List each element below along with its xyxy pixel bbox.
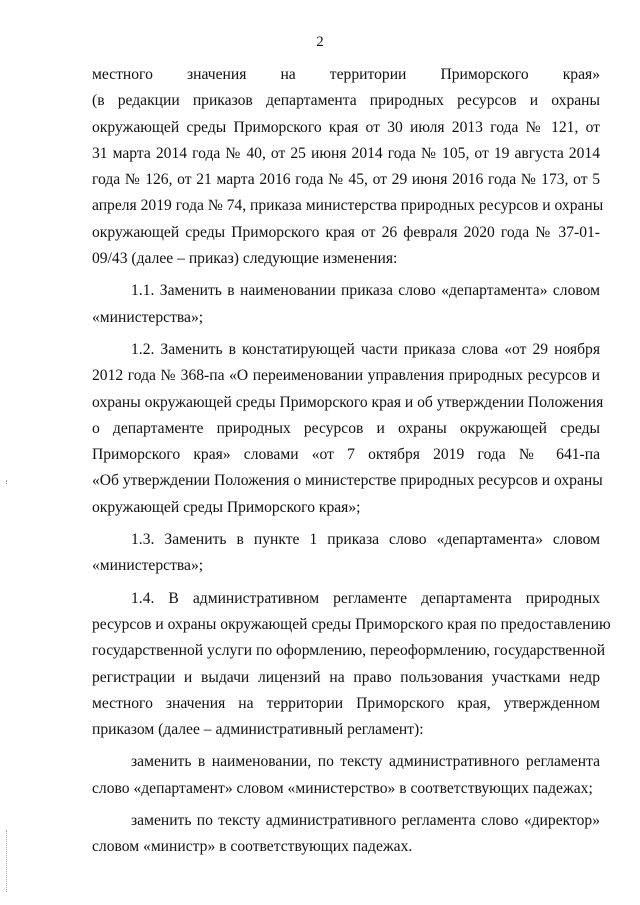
replace-clause-1-line: слово «департамент» словом «министерство» в соответствующих падежах; — [92, 779, 593, 797]
paragraph-1-4-line: местного значения на территории Приморского края, утвержденном — [92, 694, 600, 712]
paragraph-1-1-line: 1.1. Заменить в наименовании приказа слово «департамента» словом — [131, 282, 600, 300]
text-line: окружающей среды Приморского края от 26 февраля 2020 года № 37-01- — [92, 223, 600, 241]
paragraph-1-2-line: о департаменте природных ресурсов и охраны окружающей среды — [92, 419, 600, 437]
paragraph-1-3-line: «министерства»; — [92, 557, 204, 575]
text-line: местного значения на территории Приморского края» — [92, 66, 600, 83]
text-line: (в редакции приказов департамента природных ресурсов и охраны — [92, 92, 600, 110]
paragraph-1-2-line: Приморского края» словами «от 7 октября 2019 года № 641-па — [92, 446, 600, 464]
text-line: года № 126, от 21 марта 2016 года № 45, от 29 июня 2016 года № 173, от 5 — [92, 171, 600, 189]
paragraph-1-2-line: 2012 года № 368-па «О переименовании управления природных ресурсов и — [92, 367, 600, 385]
replace-clause-1-line: заменить в наименовании, по тексту административного регламента — [131, 753, 600, 771]
text-line: 09/43 (далее – приказ) следующие изменения: — [92, 250, 398, 268]
paragraph-1-1-line: «министерства»; — [92, 308, 204, 326]
paragraph-1-2-line: охраны окружающей среды Приморского края и об утверждении Положения — [92, 393, 604, 411]
paragraph-1-2-line: «Об утверждении Положения о министерстве природных ресурсов и охраны — [92, 472, 603, 490]
paragraph-1-4-line: регистрации и выдачи лицензий на право пользования участками недр — [92, 668, 600, 686]
replace-clause-2-line: заменить по тексту административного регламента слово «директор» — [131, 812, 600, 830]
scan-edge-dots — [6, 830, 8, 892]
paragraph-1-3-line: 1.3. Заменить в пункте 1 приказа слово «департамента» словом — [131, 531, 600, 549]
replace-clause-2-line: словом «министр» в соответствующих падежах. — [92, 838, 413, 856]
paragraph-1-2-line: окружающей среды Приморского края»; — [92, 498, 361, 516]
page-number: 2 — [316, 34, 324, 50]
text-line: окружающей среды Приморского края от 30 июля 2013 года № 121, от — [92, 118, 600, 136]
paragraph-1-4-line: 1.4. В административном регламенте департамента природных — [131, 589, 600, 607]
paragraph-1-4-line: государственной услуги по оформлению, переоформлению, государственной — [92, 642, 606, 660]
paragraph-1-4-line: приказом (далее – административный регламент): — [92, 721, 424, 739]
document-body — [92, 62, 611, 861]
text-line: апреля 2019 года № 74, приказа министерства природных ресурсов и охраны — [92, 197, 604, 215]
scan-edge-mark — [6, 480, 8, 484]
paragraph-1-2-line: 1.2. Заменить в констатирующей части приказа слова «от 29 ноября — [131, 340, 600, 358]
paragraph-1-4-line: ресурсов и охраны окружающей среды Приморского края по предоставлению — [92, 615, 611, 633]
text-line: 31 марта 2014 года № 40, от 25 июня 2014 года № 105, от 19 августа 2014 — [92, 144, 600, 162]
